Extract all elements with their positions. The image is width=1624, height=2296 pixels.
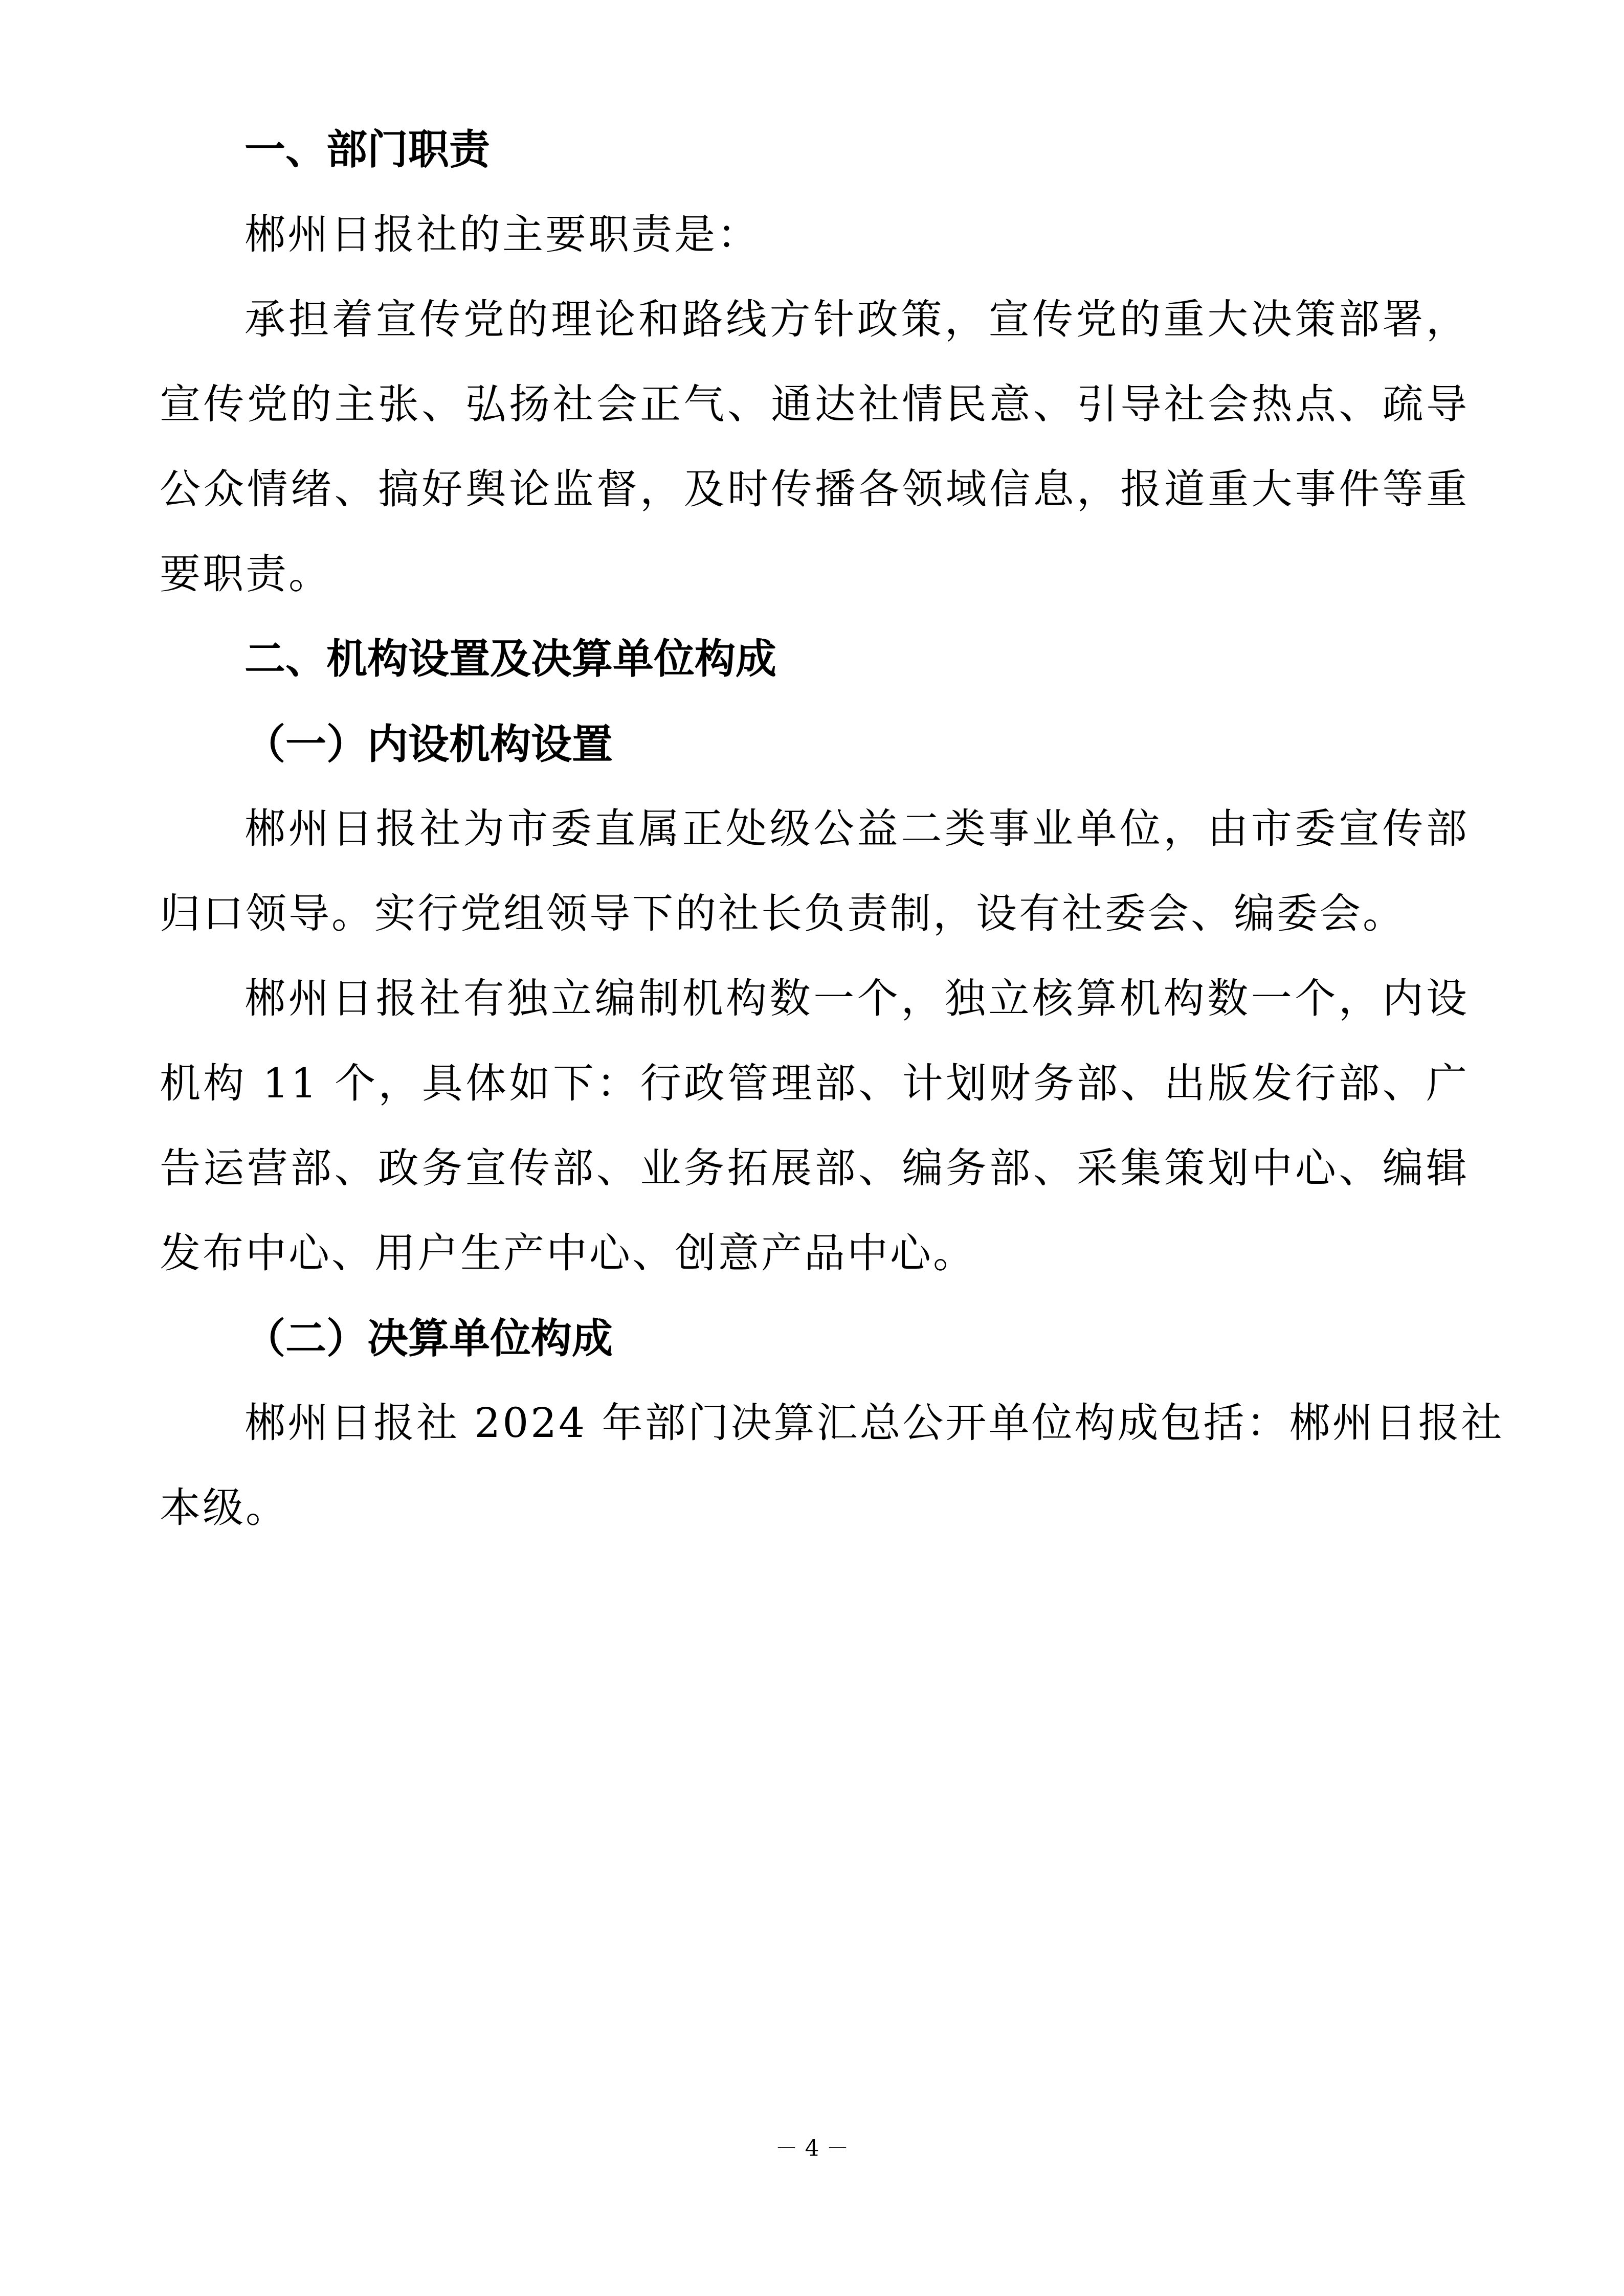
text-line: 郴州日报社 2024 年部门决算汇总公开单位构成包括：郴州日报社 — [244, 1399, 1504, 1447]
text-line: 发布中心、用户生产中心、创意产品中心。 — [160, 1229, 976, 1277]
text-line: 要职责。 — [160, 550, 331, 598]
text-line: 郴州日报社的主要职责是： — [244, 211, 760, 258]
subsection-heading-internal-structure: （一）内设机构设置 — [244, 720, 613, 768]
text-line: 宣传党的主张、弘扬社会正气、通达社情民意、引导社会热点、疏导 — [160, 380, 1469, 428]
page-number: － 4 － — [775, 2135, 849, 2162]
text-line: 郴州日报社有独立编制机构数一个，独立核算机构数一个，内设 — [244, 975, 1469, 1022]
text-line: 告运营部、政务宣传部、业务拓展部、编务部、采集策划中心、编辑 — [160, 1144, 1469, 1192]
text-line: 承担着宣传党的理论和路线方针政策，宣传党的重大决策部署， — [244, 296, 1469, 343]
text-line: 机构 11 个，具体如下：行政管理部、计划财务部、出版发行部、广 — [160, 1060, 1469, 1107]
section-heading-duties: 一、部门职责 — [244, 126, 490, 173]
paragraph-accounting-units — [160, 1381, 1504, 1550]
text-line: 归口领导。实行党组领导下的社长负责制，设有社委会、编委会。 — [160, 890, 1406, 937]
paragraph-unit-status — [160, 786, 1469, 956]
text-line: 公众情绪、搞好舆论监督，及时传播各领域信息，报道重大事件等重 — [160, 465, 1469, 513]
section-heading-organization: 二、机构设置及决算单位构成 — [244, 635, 776, 683]
text-line: 郴州日报社为市委直属正处级公益二类事业单位，由市委宣传部 — [244, 805, 1469, 852]
subsection-heading-accounting-units: （二）决算单位构成 — [244, 1314, 613, 1362]
paragraph-duties-detail — [160, 277, 1469, 617]
document-body — [160, 107, 1504, 1550]
paragraph-duties-intro — [160, 192, 1469, 277]
text-line: 本级。 — [160, 1484, 288, 1532]
paragraph-internal-departments — [160, 956, 1469, 1296]
